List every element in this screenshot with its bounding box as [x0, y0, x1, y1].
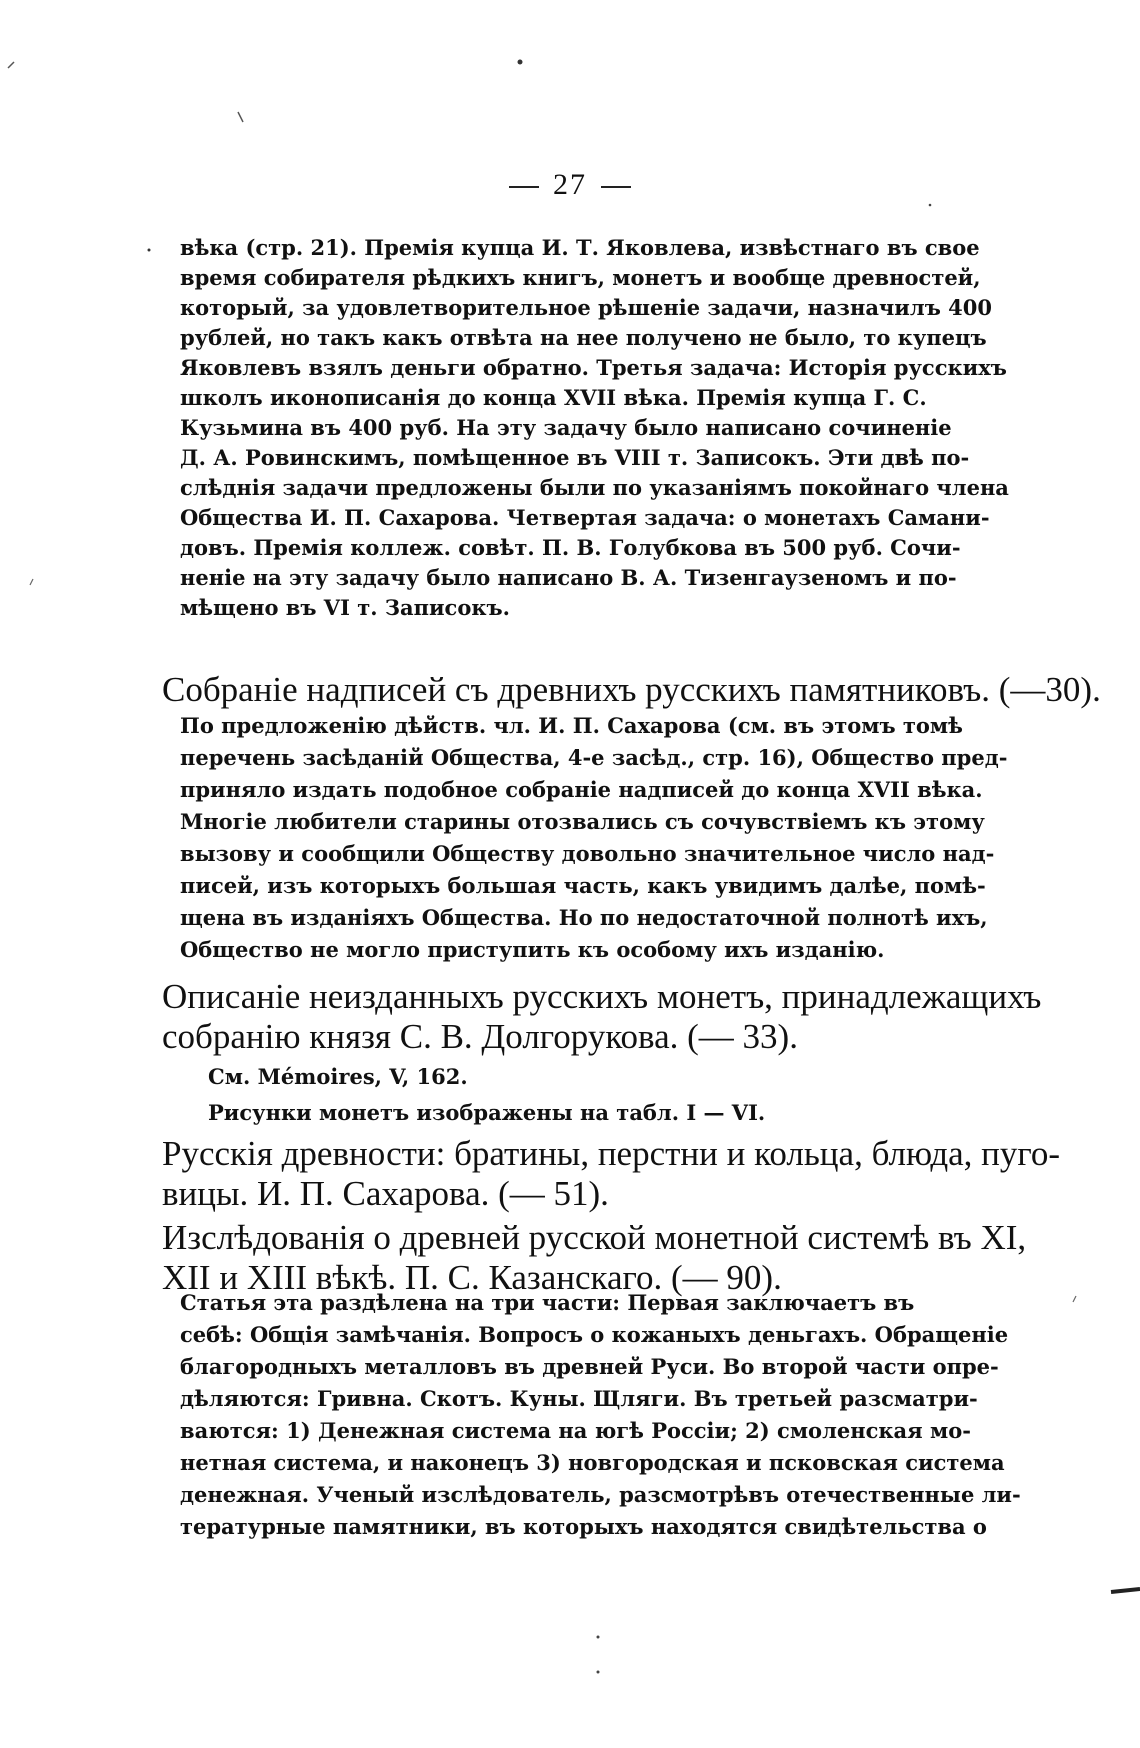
scan-speck	[1073, 1296, 1076, 1302]
text-line: рублей, но такъ какъ отвѣта на нее получено не было, то купецъ	[180, 325, 987, 350]
text-line: Статья эта раздѣлена на три части: Первая заключаетъ въ	[180, 1290, 915, 1315]
text-line: слѣднія задачи предложены были по указаніямъ покойнаго члена	[180, 475, 1009, 500]
text-line: себѣ: Общія замѣчанія. Вопросъ о кожаныхъ деньгахъ. Обращеніе	[180, 1322, 1009, 1347]
scan-speck	[518, 60, 523, 65]
page-number-dash-left	[509, 186, 539, 188]
text-line: мѣщено въ VI т. Записокъ.	[180, 595, 510, 620]
scan-speck	[1111, 1589, 1140, 1592]
scan-speck	[929, 204, 932, 207]
text-line: щена въ изданіяхъ Общества. Но по недостаточной полнотѣ ихъ,	[180, 905, 988, 930]
heading-line: вицы. И. П. Сахарова. (— 51).	[162, 1174, 609, 1213]
heading-line: собранію князя С. В. Долгорукова. (— 33).	[162, 1017, 798, 1056]
text-line: ваются: 1) Денежная система на югѣ Россіи; 2) смоленская мо-	[180, 1418, 971, 1443]
heading-line: Описаніе неизданныхъ русскихъ монетъ, принадлежащихъ	[162, 977, 1042, 1016]
text-line: По предложенію дѣйств. чл. И. П. Сахарова (см. въ этомъ томѣ	[180, 713, 963, 738]
text-line: нетная система, и наконецъ 3) новгородская и псковская система	[180, 1450, 1005, 1475]
text-line: довъ. Премія коллеж. совѣт. П. В. Голубкова въ 500 руб. Сочи-	[180, 535, 961, 560]
text-line: вѣка (стр. 21). Премія купца И. Т. Яковлева, извѣстнаго въ свое	[180, 235, 980, 260]
text-line: Общество не могло приступить къ особому ихъ изданію.	[180, 937, 885, 962]
text-line: Кузьмина въ 400 руб. На эту задачу было написано сочиненіе	[180, 415, 952, 440]
text-line: время собирателя рѣдкихъ книгъ, монетъ и вообще древностей,	[180, 265, 981, 290]
page-number: 27	[0, 168, 1140, 202]
text-line: приняло издать подобное собраніе надписей до конца XVII вѣка.	[180, 777, 983, 802]
text-line: который, за удовлетворительное рѣшеніе задачи, назначилъ 400	[180, 295, 992, 320]
text-line: благородныхъ металловъ въ древней Руси. Во второй части опре-	[180, 1354, 999, 1379]
scan-speck	[597, 1636, 600, 1639]
text-line: См. Mémoires, V, 162.	[208, 1064, 468, 1089]
text-line: Общества И. П. Сахарова. Четвертая задача: о монетахъ Самани-	[180, 505, 990, 530]
scan-speck	[238, 112, 243, 122]
text-line: школъ иконописанія до конца XVII вѣка. Премія купца Г. С.	[180, 385, 927, 410]
text-line: денежная. Ученый изслѣдователь, разсмотрѣвъ отечественные ли-	[180, 1482, 1021, 1507]
scan-speck	[8, 62, 14, 68]
heading-line: Собраніе надписей съ древнихъ русскихъ памятниковъ. (—30).	[162, 670, 1101, 709]
text-line: вызову и сообщили Обществу довольно значительное число над-	[180, 841, 995, 866]
text-line: Многіе любители старины отозвались съ сочувствіемъ къ этому	[180, 809, 985, 834]
scan-speck	[30, 579, 33, 585]
scan-speck	[597, 1671, 600, 1674]
text-line: Рисунки монетъ изображены на табл. I — VI.	[208, 1100, 766, 1125]
scan-speck	[148, 249, 151, 252]
text-line: дѣляются: Гривна. Скотъ. Куны. Щляги. Въ третьей разсматри-	[180, 1386, 978, 1411]
heading-line: XII и XIII вѣкѣ. П. С. Казанскаго. (— 90).	[162, 1258, 782, 1297]
text-line: писей, изъ которыхъ большая часть, какъ увидимъ далѣе, помѣ-	[180, 873, 986, 898]
text-line: неніе на эту задачу было написано В. А. Тизенгаузеномъ и по-	[180, 565, 957, 590]
text-line: тературные памятники, въ которыхъ находятся свидѣтельства о	[180, 1514, 987, 1539]
heading-line: Изслѣдованія о древней русской монетной системѣ въ XI,	[162, 1218, 1027, 1257]
page-number-dash-right	[601, 186, 631, 188]
text-line: Д. А. Ровинскимъ, помѣщенное въ VIII т. Записокъ. Эти двѣ по-	[180, 445, 970, 470]
heading-line: Русскія древности: братины, перстни и кольца, блюда, пуго-	[162, 1134, 1061, 1173]
text-line: Яковлевъ взялъ деньги обратно. Третья задача: Исторія русскихъ	[180, 355, 1007, 380]
text-line: перечень засѣданій Общества, 4-е засѣд., стр. 16), Общество пред-	[180, 745, 1008, 770]
